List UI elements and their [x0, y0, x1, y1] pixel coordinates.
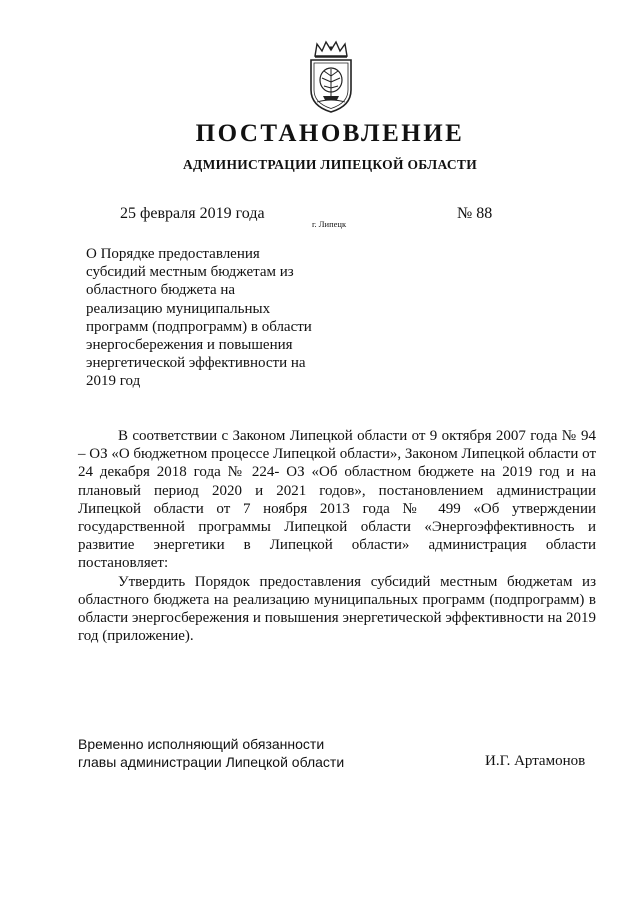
subject-line: энергетической эффективности на: [86, 355, 306, 372]
document-city: г. Липецк: [312, 219, 347, 229]
resolution-paragraph: Утвердить Порядок предоставления субсидий местным бюджетам из областного бюджета на реализацию муниципальных программ (подпрограмм) в области энергосбережения и повышения энергетической эффективности на 2019 год (приложение).: [78, 573, 596, 645]
subject-line: 2019 год: [86, 373, 141, 390]
subject-line: областного бюджета на: [86, 282, 236, 299]
document-body: [78, 427, 596, 645]
preamble-paragraph: В соответствии с Законом Липецкой области от 9 октября 2007 года № 94 – ОЗ «О бюджетном процессе Липецкой области», Законом Липецкой области от 24 декабря 2018 года № 224- ОЗ «Об областном бюджете на 2019 год и на плановый период 2020 и 2021 годов», постановлением администрации Липецкой области от 7 ноября 2013 года № 499 «Об утверждении государственной программы Липецкой области «Энергоэффективность и развитие энергетики в Липецкой области» администрация области постановляет:: [78, 428, 596, 572]
signatory-name: И.Г. Артамонов: [485, 753, 586, 769]
subject-line: реализацию муниципальных: [86, 300, 271, 317]
signatory-position: [78, 735, 344, 771]
subject-line: энергосбережения и повышения: [86, 337, 293, 354]
subject-line: программ (подпрограмм) в области: [86, 318, 312, 335]
document-date: 25 февраля 2019 года: [120, 205, 265, 222]
document-title: ПОСТАНОВЛЕНИЕ: [195, 120, 465, 147]
subject-line: О Порядке предоставления: [86, 246, 260, 262]
coat-of-arms-icon: [305, 40, 357, 114]
signatory-position-line: главы администрации Липецкой области: [78, 754, 345, 770]
signatory-position-line: Временно исполняющий обязанности: [78, 736, 325, 752]
document-number: № 88: [457, 205, 493, 222]
document-subject: [86, 245, 346, 391]
subject-line: субсидий местным бюджетам из: [86, 264, 294, 281]
issuing-authority: АДМИНИСТРАЦИИ ЛИПЕЦКОЙ ОБЛАСТИ: [182, 157, 478, 172]
